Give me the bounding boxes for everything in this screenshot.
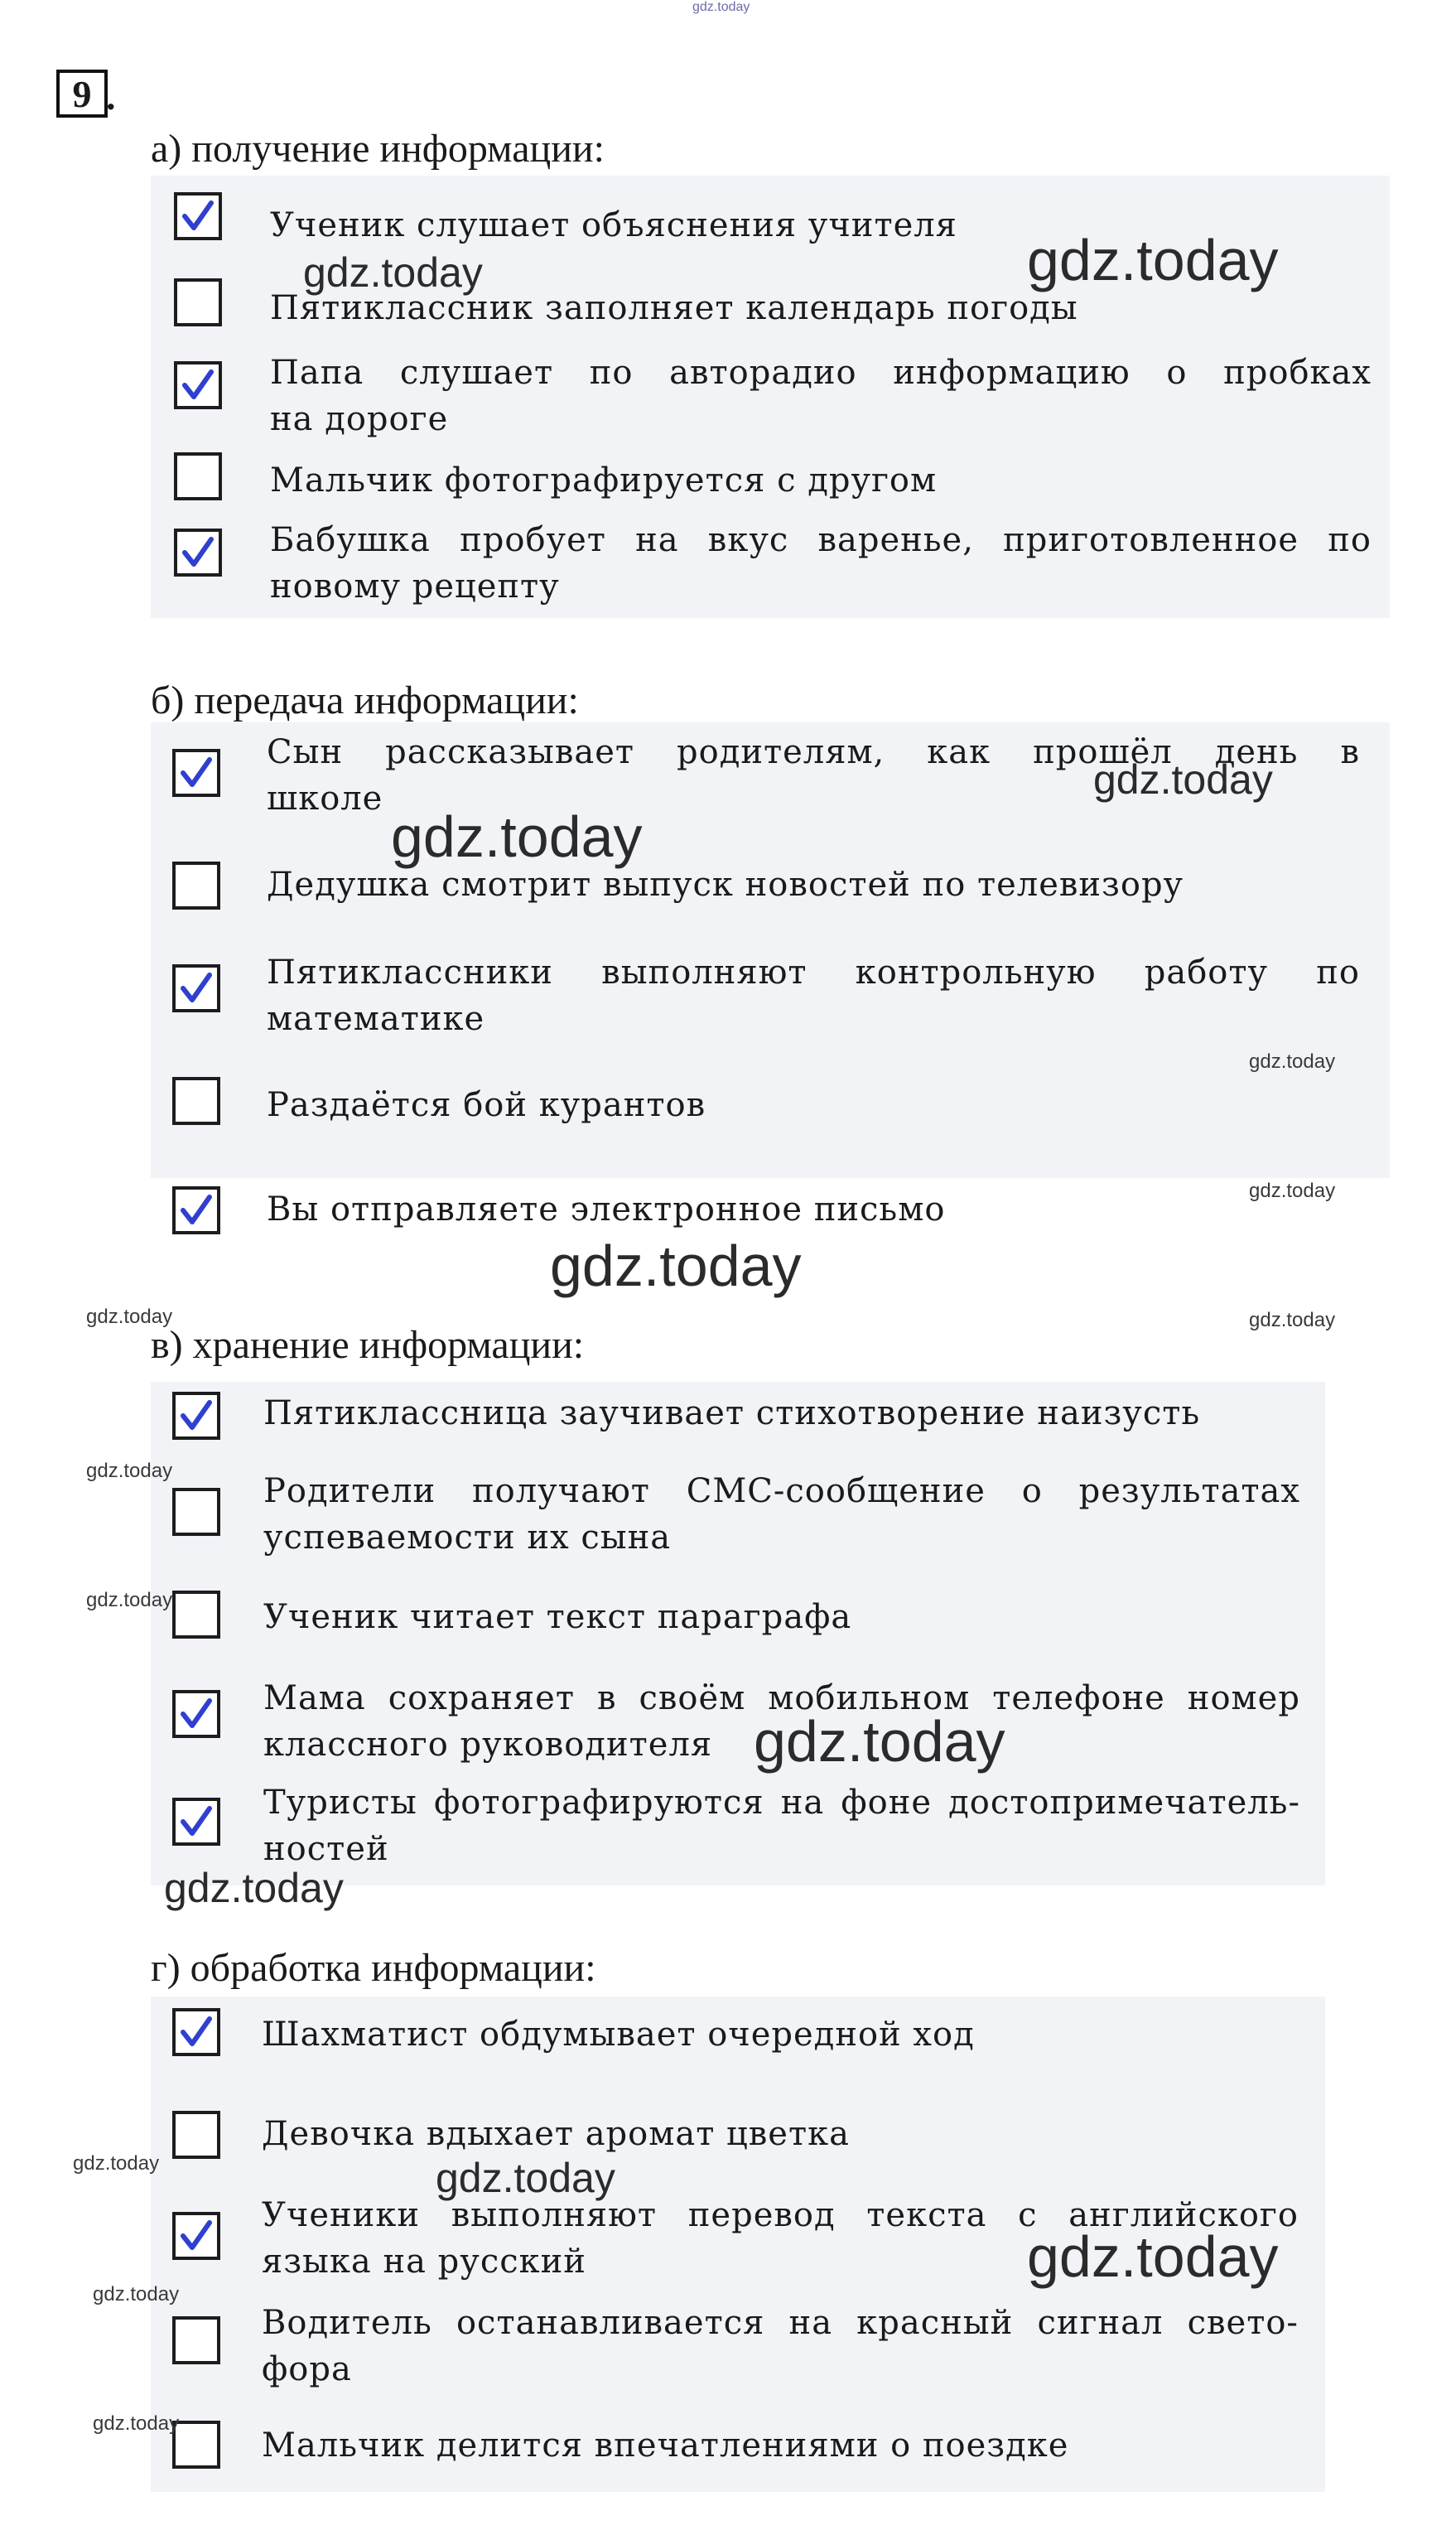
watermark: gdz.today (754, 1709, 1005, 1774)
item-word: свето- (1187, 2304, 1299, 2342)
item-line: Ученик читает текст параграфа (263, 1598, 852, 1636)
item-line (262, 2300, 1299, 2346)
item-line: Ученик слушает объяснения учителя (270, 206, 957, 244)
item-word: родителям, (677, 733, 885, 771)
list-item (262, 2422, 1299, 2469)
item-line (270, 350, 1372, 396)
item-line: Раздаётся бой курантов (267, 1086, 706, 1124)
item-line (263, 1468, 1300, 1514)
item-word: по (1328, 521, 1372, 559)
checkmark-icon (178, 1192, 215, 1229)
checkbox[interactable] (172, 2111, 220, 2159)
watermark: gdz.today (1027, 2224, 1279, 2289)
watermark: gdz.today (1249, 1050, 1336, 1073)
item-word: Бабушка (270, 521, 431, 559)
item-word: по (589, 354, 634, 392)
item-word: с (1018, 2196, 1038, 2234)
watermark: gdz.today (86, 1306, 173, 1328)
item-word: в (1340, 733, 1360, 771)
checkbox[interactable] (172, 2008, 220, 2056)
item-word: красный (856, 2304, 1014, 2342)
item-line: классного руководителя (263, 1726, 713, 1764)
item-word: работу (1144, 954, 1269, 992)
item-word: день (1214, 733, 1299, 771)
checkmark-icon (178, 1803, 215, 1840)
item-line: Вы отправляете электронное письмо (267, 1190, 946, 1229)
item-word: рассказывает (385, 733, 635, 771)
item-word: Туристы (263, 1784, 417, 1822)
item-word: Водитель (262, 2304, 432, 2342)
watermark: gdz.today (93, 2412, 180, 2435)
item-line: Пятиклассник заполняет календарь погоды (270, 289, 1078, 327)
checkbox[interactable] (172, 1186, 220, 1234)
list-item (263, 1468, 1300, 1561)
item-word: Пятиклассники (267, 954, 553, 992)
item-line: на дороге (270, 400, 449, 438)
item-line: математике (267, 1000, 485, 1038)
item-word: достопримечатель- (948, 1784, 1300, 1822)
checkmark-icon (178, 1398, 215, 1434)
watermark: gdz.today (86, 1460, 173, 1482)
item-word: слушает (399, 354, 554, 392)
checkmark-icon (178, 2218, 215, 2254)
watermark: gdz.today (93, 2283, 180, 2305)
watermark: gdz.today (73, 2152, 160, 2175)
checkmark-icon (180, 367, 216, 403)
item-word: СМС-сообщение (686, 1472, 986, 1510)
list-item (262, 2111, 1299, 2157)
item-line: ностей (263, 1830, 389, 1868)
list-item (262, 2300, 1299, 2392)
item-word: выполняют (451, 2196, 658, 2234)
watermark: gdz.today (164, 1865, 344, 1911)
item-word: Мама (263, 1679, 366, 1717)
checkbox[interactable] (174, 529, 222, 577)
item-word: контрольную (855, 954, 1097, 992)
item-word: пробках (1223, 354, 1372, 392)
item-word: варенье, (817, 521, 974, 559)
section-b-heading: б) передача информации: (151, 678, 579, 722)
item-line (270, 517, 1372, 563)
checkbox[interactable] (174, 278, 222, 326)
list-item (263, 1594, 1300, 1640)
checkmark-icon (178, 1696, 215, 1732)
item-word: сигнал (1037, 2304, 1164, 2342)
item-word: информацию (893, 354, 1131, 392)
checkbox[interactable] (174, 452, 222, 500)
item-word: приготовленное (1003, 521, 1299, 559)
item-line: новому рецепту (270, 567, 560, 606)
item-line: Девочка вдыхает аромат цветка (262, 2115, 850, 2153)
item-word: в (596, 1679, 617, 1717)
item-word: телефоне (992, 1679, 1165, 1717)
checkmark-icon (178, 755, 215, 791)
task-number: 9 (56, 70, 108, 118)
checkbox[interactable] (172, 862, 220, 910)
list-item (267, 1082, 1360, 1128)
item-word: прошёл (1033, 733, 1173, 771)
item-word: английского (1068, 2196, 1299, 2234)
checkbox[interactable] (172, 964, 220, 1012)
item-word: фоне (841, 1784, 933, 1822)
list-item (270, 517, 1372, 610)
checkbox[interactable] (172, 2212, 220, 2260)
item-line: языка на русский (262, 2243, 586, 2281)
item-word: по (1316, 954, 1360, 992)
item-line: успеваемости их сына (263, 1518, 672, 1557)
item-word: получают (471, 1472, 650, 1510)
watermark: gdz.today (436, 2155, 615, 2201)
checkbox[interactable] (172, 2316, 220, 2364)
checkbox[interactable] (172, 1591, 220, 1639)
list-item (270, 457, 1372, 504)
item-line (263, 1779, 1300, 1826)
section-a-heading: а) получение информации: (151, 127, 605, 171)
checkbox[interactable] (172, 1488, 220, 1536)
list-item (263, 1779, 1300, 1872)
checkmark-icon (180, 534, 216, 571)
watermark: gdz.today (391, 804, 643, 869)
item-word: на (780, 1784, 825, 1822)
item-word: своём (639, 1679, 746, 1717)
watermark: gdz.today (303, 249, 483, 296)
list-item (262, 2011, 1299, 2058)
item-word: Ученики (262, 2196, 421, 2234)
item-line: Шахматист обдумывает очередной ход (262, 2016, 975, 2054)
section-d-heading: г) обработка информации: (151, 1946, 596, 1990)
item-line: Пятиклассница заучивает стихотворение наизусть (263, 1394, 1201, 1432)
item-word: как (927, 733, 991, 771)
item-line: Мальчик делится впечатлениями о поездке (262, 2426, 1069, 2465)
watermark: gdz.today (550, 1234, 802, 1298)
watermark: gdz.today (86, 1589, 173, 1611)
item-word: выполняют (601, 954, 808, 992)
list-item (267, 1186, 1360, 1233)
item-word: Папа (270, 354, 364, 392)
item-word: о (1021, 1472, 1043, 1510)
item-line: школе (267, 780, 383, 818)
checkmark-icon (178, 2014, 215, 2050)
checkbox[interactable] (174, 361, 222, 409)
item-line (267, 949, 1360, 996)
watermark: gdz.today (1249, 1309, 1336, 1331)
item-word: о (1166, 354, 1188, 392)
item-word: текста (866, 2196, 987, 2234)
checkmark-icon (180, 198, 216, 234)
watermark: gdz.today (1249, 1180, 1336, 1202)
watermark: gdz.today (1093, 756, 1273, 803)
section-c-heading: в) хранение информации: (151, 1323, 585, 1367)
checkbox[interactable] (172, 2421, 220, 2469)
list-item (270, 350, 1372, 442)
item-word: Сын (267, 733, 344, 771)
item-word: Родители (263, 1472, 436, 1510)
item-line: Мальчик фотографируется с другом (270, 461, 938, 500)
checkbox[interactable] (172, 1690, 220, 1738)
item-word: номер (1187, 1679, 1300, 1717)
checkbox[interactable] (172, 1392, 220, 1440)
item-word: сохраняет (388, 1679, 575, 1717)
item-word: на (635, 521, 679, 559)
item-word: пробует (460, 521, 606, 559)
checkbox[interactable] (174, 192, 222, 240)
item-word: фотографируются (433, 1784, 764, 1822)
item-line: фора (262, 2350, 352, 2388)
item-word: останавливается (456, 2304, 765, 2342)
watermark: gdz.today (692, 0, 750, 14)
item-word: результатах (1078, 1472, 1300, 1510)
item-word: перевод (687, 2196, 836, 2234)
checkbox[interactable] (172, 749, 220, 797)
item-word: мобильном (768, 1679, 971, 1717)
checkbox[interactable] (172, 1798, 220, 1846)
watermark: gdz.today (1027, 228, 1279, 292)
checkmark-icon (178, 970, 215, 1007)
checkbox[interactable] (172, 1077, 220, 1125)
list-item (263, 1390, 1300, 1436)
task-number-dot: . (106, 75, 116, 118)
item-word: авторадио (669, 354, 857, 392)
item-line: Дедушка смотрит выпуск новостей по телевизору (267, 866, 1184, 904)
item-word: вкус (707, 521, 789, 559)
item-word: на (788, 2304, 833, 2342)
list-item (267, 949, 1360, 1042)
